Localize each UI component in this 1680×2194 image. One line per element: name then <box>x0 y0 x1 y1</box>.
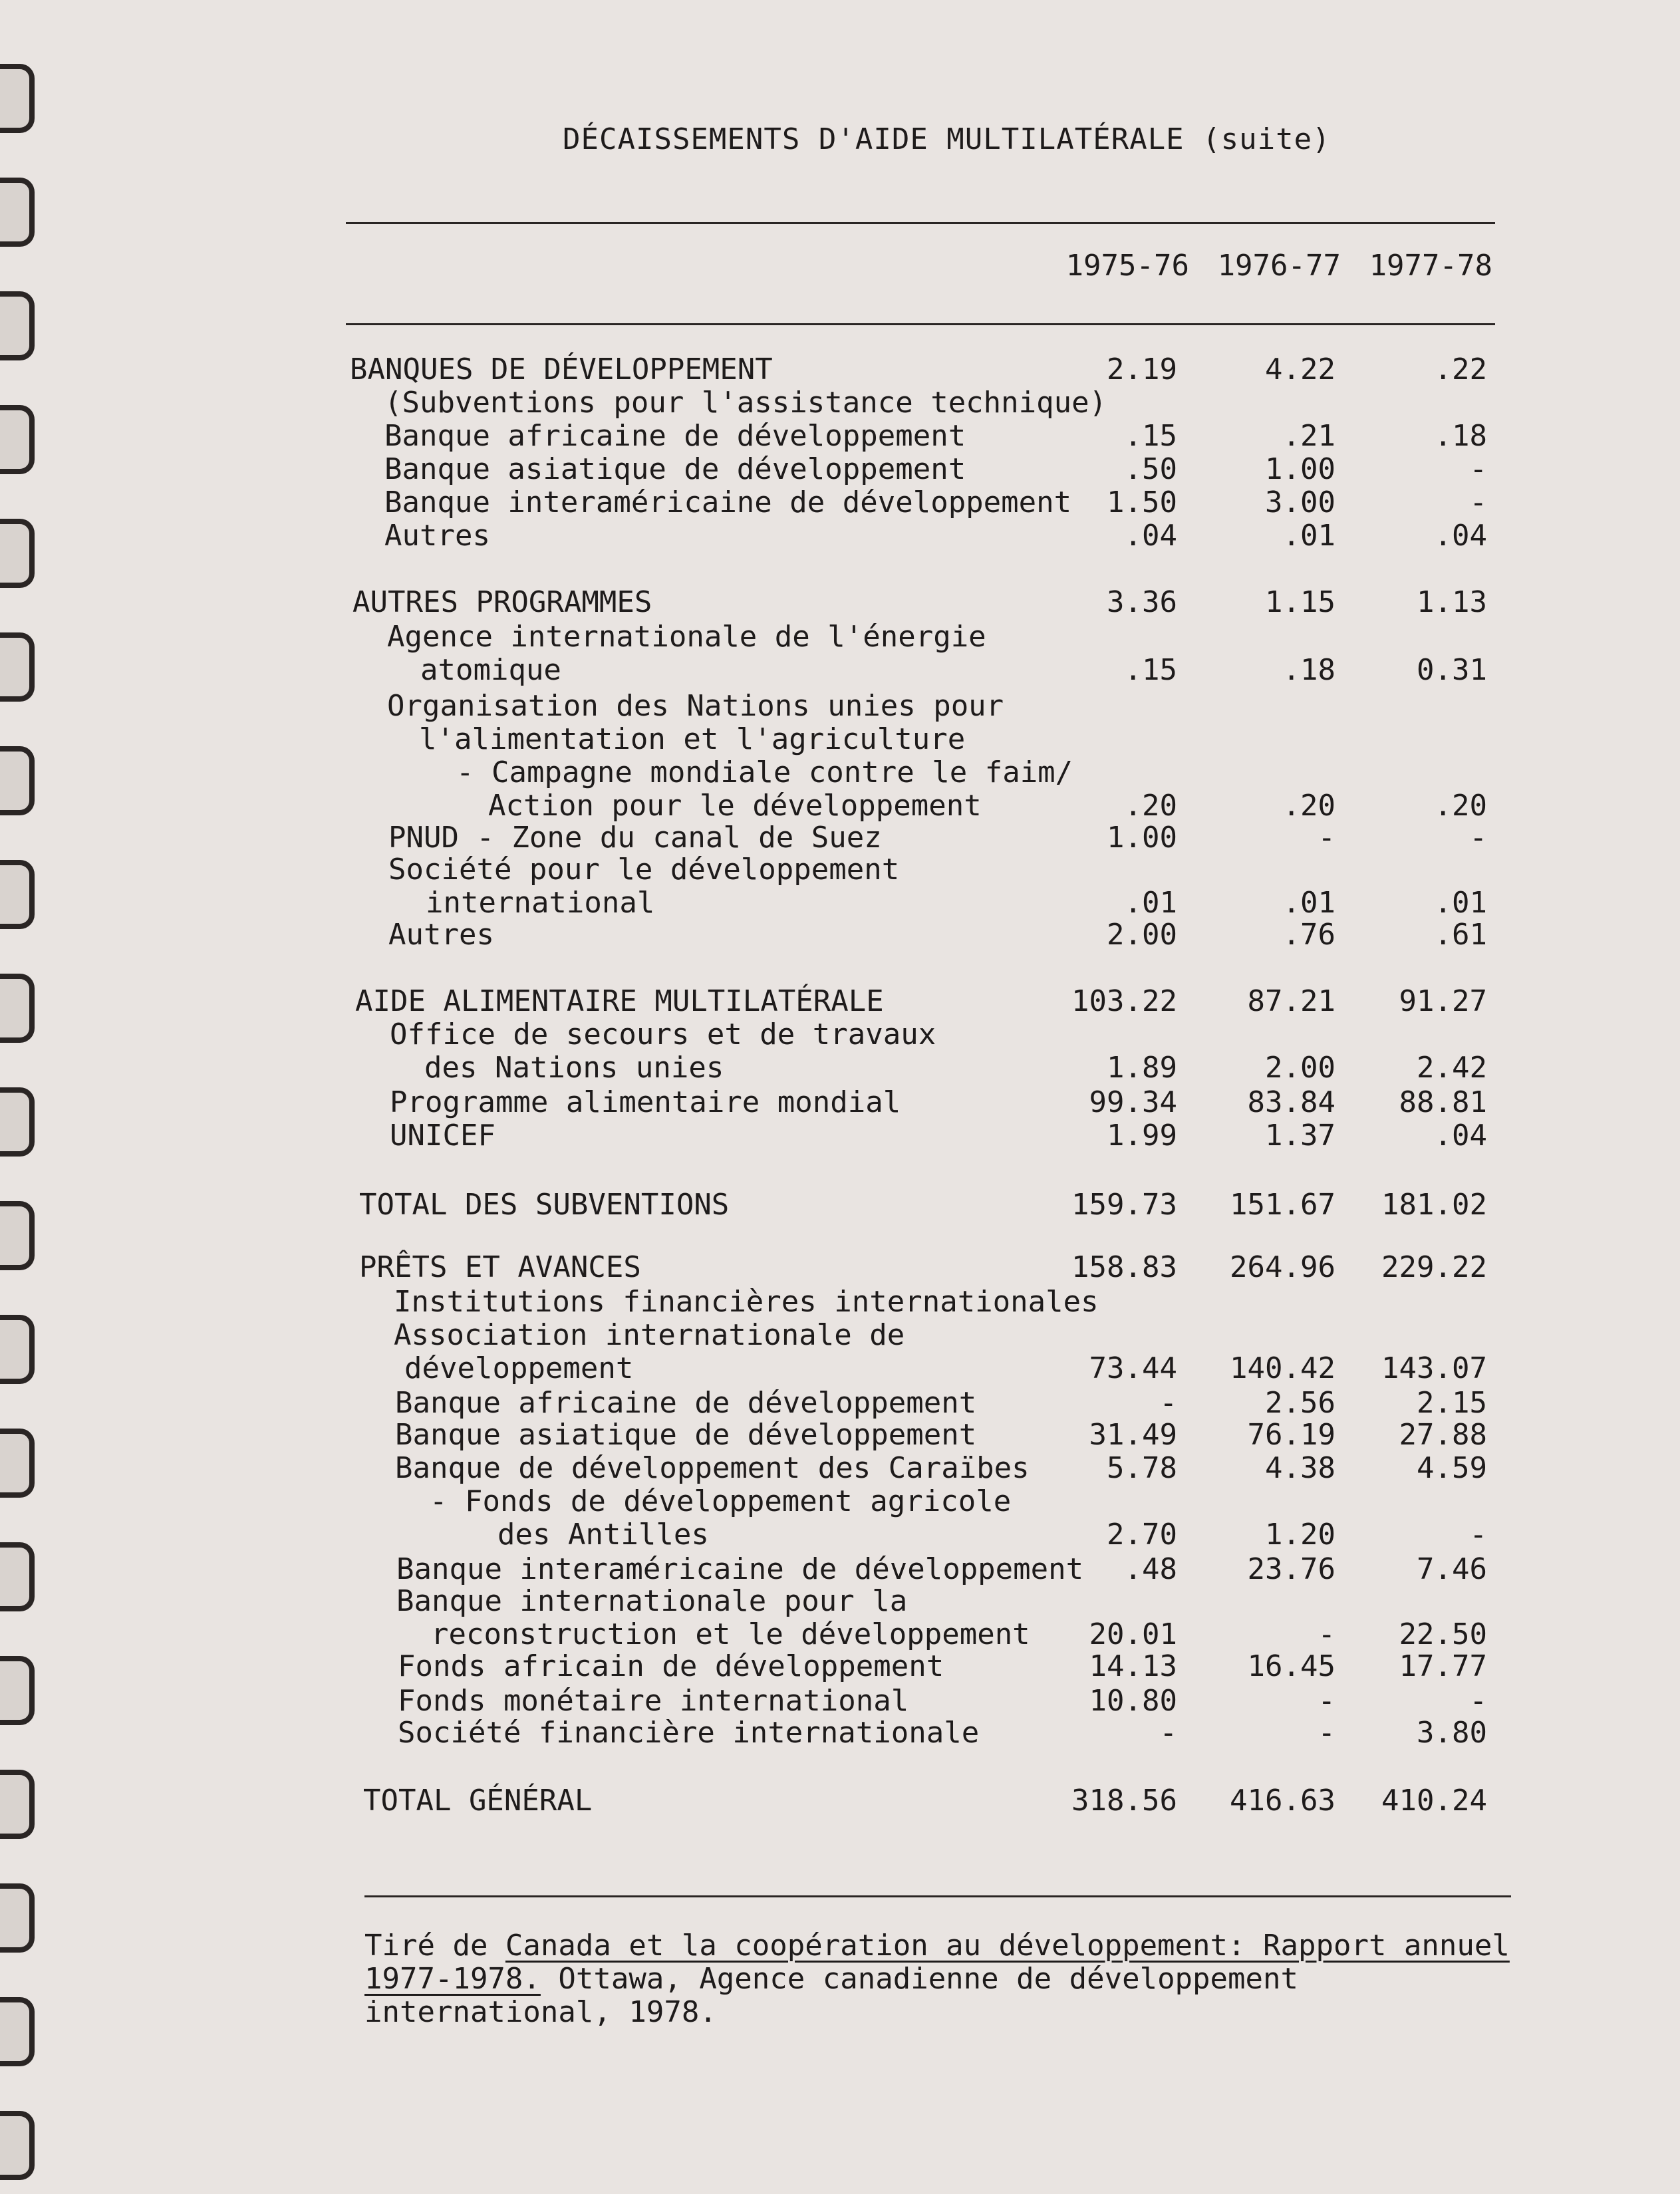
row-label: - Fonds de développement agricole <box>430 1484 1012 1518</box>
footnote-line-1 <box>364 1929 1510 1963</box>
row-label: Autres <box>388 918 494 952</box>
cell-1977-78: 410.24 <box>1381 1784 1487 1818</box>
cell-1977-78: .04 <box>1434 1119 1487 1153</box>
row-label: des Nations unies <box>424 1051 724 1085</box>
cell-1977-78: - <box>1469 452 1487 486</box>
table-row <box>0 1018 1680 1052</box>
binding-ring <box>0 1997 35 2066</box>
binding-ring <box>0 64 35 133</box>
row-label: Fonds africain de développement <box>398 1649 944 1683</box>
row-label: Banque interaméricaine de développement <box>384 485 1072 519</box>
cell-1975-76: 1.99 <box>1107 1119 1177 1153</box>
cell-1977-78: 229.22 <box>1381 1250 1487 1284</box>
cell-1975-76: 3.36 <box>1107 585 1177 619</box>
cell-1977-78: .01 <box>1434 886 1487 920</box>
row-label: (Subventions pour l'assistance technique) <box>384 386 1107 420</box>
cell-1975-76: 159.73 <box>1071 1188 1177 1222</box>
cell-1977-78: 143.07 <box>1381 1351 1487 1385</box>
cell-1975-76: 31.49 <box>1089 1418 1177 1452</box>
header-rule <box>346 323 1495 325</box>
cell-1977-78: 2.42 <box>1417 1051 1487 1085</box>
table-row <box>0 1684 1680 1718</box>
row-label: Institutions financières internationales <box>394 1285 1099 1319</box>
table-row <box>0 1584 1680 1619</box>
cell-1975-76: .15 <box>1124 419 1177 453</box>
cell-1977-78: - <box>1469 1518 1487 1552</box>
row-label: développement <box>404 1351 634 1385</box>
cell-1976-77: 83.84 <box>1247 1085 1335 1119</box>
table-row <box>0 1285 1680 1319</box>
top-rule <box>346 222 1495 224</box>
row-label: Programme alimentaire mondial <box>390 1085 901 1119</box>
cell-1976-77: 416.63 <box>1230 1784 1335 1818</box>
bottom-rule <box>364 1895 1511 1897</box>
table-row <box>0 1552 1680 1587</box>
table-row <box>0 1250 1680 1285</box>
footnote-source-year: 1977-1978. <box>364 1962 541 1996</box>
cell-1975-76: 103.22 <box>1071 984 1177 1018</box>
cell-1975-76: 2.19 <box>1107 352 1177 386</box>
table-row <box>0 352 1680 387</box>
cell-1975-76: .04 <box>1124 519 1177 553</box>
binding-ring <box>0 2111 35 2180</box>
table-row <box>0 1784 1680 1818</box>
cell-1976-77: .21 <box>1282 419 1335 453</box>
row-label: BANQUES DE DÉVELOPPEMENT <box>350 352 773 386</box>
cell-1976-77: - <box>1318 1716 1335 1750</box>
cell-1976-77: 1.00 <box>1265 452 1335 486</box>
row-label: Banque asiatique de développement <box>384 452 966 486</box>
cell-1975-76: .48 <box>1124 1552 1177 1586</box>
table-row <box>0 485 1680 520</box>
cell-1976-77: 16.45 <box>1247 1649 1335 1683</box>
table-row <box>0 1451 1680 1486</box>
cell-1977-78: .04 <box>1434 519 1487 553</box>
cell-1976-77: - <box>1318 1617 1335 1651</box>
cell-1976-77: .01 <box>1282 519 1335 553</box>
binding-ring <box>0 291 35 360</box>
row-label: Banque internationale pour la <box>396 1584 908 1618</box>
cell-1976-77: .76 <box>1282 918 1335 952</box>
cell-1977-78: 181.02 <box>1381 1188 1487 1222</box>
cell-1975-76: - <box>1159 1716 1177 1750</box>
table-row <box>0 1188 1680 1222</box>
cell-1976-77: - <box>1318 821 1335 855</box>
row-label: Autres <box>384 519 490 553</box>
cell-1975-76: 73.44 <box>1089 1351 1177 1385</box>
cell-1976-77: 4.38 <box>1265 1451 1335 1485</box>
table-row <box>0 620 1680 654</box>
cell-1975-76: 2.00 <box>1107 918 1177 952</box>
cell-1976-77: 4.22 <box>1265 352 1335 386</box>
cell-1975-76: 99.34 <box>1089 1085 1177 1119</box>
cell-1976-77: 1.15 <box>1265 585 1335 619</box>
row-label: TOTAL DES SUBVENTIONS <box>359 1188 730 1222</box>
row-label: Banque africaine de développement <box>395 1386 977 1420</box>
cell-1975-76: 20.01 <box>1089 1617 1177 1651</box>
column-header-1977-78: 1977-78 <box>1369 249 1492 283</box>
column-header-1975-76: 1975-76 <box>1065 249 1189 283</box>
row-label: Fonds monétaire international <box>398 1684 909 1718</box>
cell-1977-78: 17.77 <box>1399 1649 1487 1683</box>
cell-1977-78: 2.15 <box>1417 1386 1487 1420</box>
page-title: DÉCAISSEMENTS D'AIDE MULTILATÉRALE (suite) <box>563 122 1331 156</box>
row-label: reconstruction et le développement <box>431 1617 1030 1651</box>
cell-1975-76: .01 <box>1124 886 1177 920</box>
row-label: PRÊTS ET AVANCES <box>359 1250 641 1284</box>
cell-1977-78: .20 <box>1434 789 1487 823</box>
row-label: atomique <box>420 653 561 687</box>
cell-1976-77: 151.67 <box>1230 1188 1335 1222</box>
table-row <box>0 386 1680 420</box>
table-row <box>0 722 1680 757</box>
row-label: Société financière internationale <box>398 1716 980 1750</box>
cell-1977-78: .22 <box>1434 352 1487 386</box>
table-row <box>0 789 1680 823</box>
cell-1976-77: 140.42 <box>1230 1351 1335 1385</box>
cell-1975-76: 158.83 <box>1071 1250 1177 1284</box>
cell-1976-77: 3.00 <box>1265 485 1335 519</box>
cell-1975-76: 318.56 <box>1071 1784 1177 1818</box>
cell-1976-77: 23.76 <box>1247 1552 1335 1586</box>
table-row <box>0 853 1680 887</box>
cell-1976-77: 2.56 <box>1265 1386 1335 1420</box>
table-row <box>0 886 1680 920</box>
row-label: AIDE ALIMENTAIRE MULTILATÉRALE <box>355 984 884 1018</box>
row-label: Office de secours et de travaux <box>390 1018 936 1051</box>
cell-1976-77: 2.00 <box>1265 1051 1335 1085</box>
row-label: AUTRES PROGRAMMES <box>352 585 652 619</box>
table-row <box>0 1318 1680 1353</box>
cell-1977-78: 91.27 <box>1399 984 1487 1018</box>
cell-1975-76: 14.13 <box>1089 1649 1177 1683</box>
cell-1975-76: 1.00 <box>1107 821 1177 855</box>
table-row <box>0 1518 1680 1552</box>
cell-1975-76: .20 <box>1124 789 1177 823</box>
cell-1977-78: 22.50 <box>1399 1617 1487 1651</box>
cell-1977-78: 88.81 <box>1399 1085 1487 1119</box>
row-label: Banque interaméricaine de développement <box>396 1552 1084 1586</box>
cell-1975-76: 2.70 <box>1107 1518 1177 1552</box>
table-row <box>0 1119 1680 1153</box>
table-row <box>0 519 1680 553</box>
cell-1977-78: .61 <box>1434 918 1487 952</box>
row-label: Agence internationale de l'énergie <box>387 620 986 654</box>
cell-1976-77: .20 <box>1282 789 1335 823</box>
table-row <box>0 1484 1680 1519</box>
cell-1976-77: 1.37 <box>1265 1119 1335 1153</box>
footnote-publisher: Ottawa, Agence canadienne de développement <box>540 1962 1298 1996</box>
row-label: PNUD - Zone du canal de Suez <box>388 821 882 855</box>
cell-1977-78: 27.88 <box>1399 1418 1487 1452</box>
cell-1975-76: 5.78 <box>1107 1451 1177 1485</box>
row-label: - Campagne mondiale contre le faim/ <box>456 755 1073 789</box>
table-row <box>0 918 1680 952</box>
cell-1977-78: 0.31 <box>1417 653 1487 687</box>
table-row <box>0 653 1680 688</box>
cell-1977-78: - <box>1469 1684 1487 1718</box>
cell-1976-77: - <box>1318 1684 1335 1718</box>
cell-1976-77: 1.20 <box>1265 1518 1335 1552</box>
cell-1977-78: 1.13 <box>1417 585 1487 619</box>
table-row <box>0 1617 1680 1652</box>
cell-1977-78: - <box>1469 485 1487 519</box>
table-row <box>0 1351 1680 1386</box>
footnote-prefix: Tiré de <box>364 1929 505 1963</box>
cell-1975-76: 1.89 <box>1107 1051 1177 1085</box>
column-header-1976-77: 1976-77 <box>1217 249 1341 283</box>
cell-1976-77: .18 <box>1282 653 1335 687</box>
cell-1975-76: - <box>1159 1386 1177 1420</box>
footnote-line-3: international, 1978. <box>364 1995 717 2029</box>
table-row <box>0 1649 1680 1684</box>
cell-1977-78: 7.46 <box>1417 1552 1487 1586</box>
cell-1977-78: 3.80 <box>1417 1716 1487 1750</box>
table-row <box>0 1418 1680 1452</box>
cell-1975-76: .50 <box>1124 452 1177 486</box>
row-label: international <box>426 886 655 920</box>
cell-1977-78: .18 <box>1434 419 1487 453</box>
cell-1976-77: 87.21 <box>1247 984 1335 1018</box>
row-label: des Antilles <box>497 1518 709 1552</box>
table-row <box>0 1716 1680 1750</box>
binding-ring <box>0 178 35 247</box>
footnote-line-2 <box>364 1962 1298 1996</box>
cell-1975-76: .15 <box>1124 653 1177 687</box>
cell-1977-78: - <box>1469 821 1487 855</box>
row-label: Organisation des Nations unies pour <box>387 689 1004 723</box>
cell-1975-76: 1.50 <box>1107 485 1177 519</box>
cell-1976-77: 76.19 <box>1247 1418 1335 1452</box>
row-label: Association internationale de <box>394 1318 905 1352</box>
row-label: Action pour le développement <box>488 789 982 823</box>
cell-1976-77: 264.96 <box>1230 1250 1335 1284</box>
row-label: Banque asiatique de développement <box>395 1418 977 1452</box>
row-label: Banque de développement des Caraïbes <box>395 1451 1030 1485</box>
row-label: Société pour le développement <box>388 853 900 887</box>
binding-ring <box>0 1883 35 1953</box>
cell-1977-78: 4.59 <box>1417 1451 1487 1485</box>
cell-1976-77: .01 <box>1282 886 1335 920</box>
row-label: UNICEF <box>390 1119 495 1153</box>
table-row <box>0 1386 1680 1421</box>
table-row <box>0 419 1680 454</box>
cell-1975-76: 10.80 <box>1089 1684 1177 1718</box>
row-label: TOTAL GÉNÉRAL <box>363 1784 593 1818</box>
table-row <box>0 755 1680 790</box>
table-row <box>0 452 1680 487</box>
footnote-source-title: Canada et la coopération au développement: Rapport annuel <box>505 1929 1510 1963</box>
table-row <box>0 984 1680 1019</box>
row-label: l'alimentation et l'agriculture <box>419 722 966 756</box>
table-row <box>0 821 1680 855</box>
table-row <box>0 1085 1680 1120</box>
row-label: Banque africaine de développement <box>384 419 966 453</box>
table-row <box>0 689 1680 724</box>
table-row <box>0 585 1680 620</box>
table-row <box>0 1051 1680 1085</box>
